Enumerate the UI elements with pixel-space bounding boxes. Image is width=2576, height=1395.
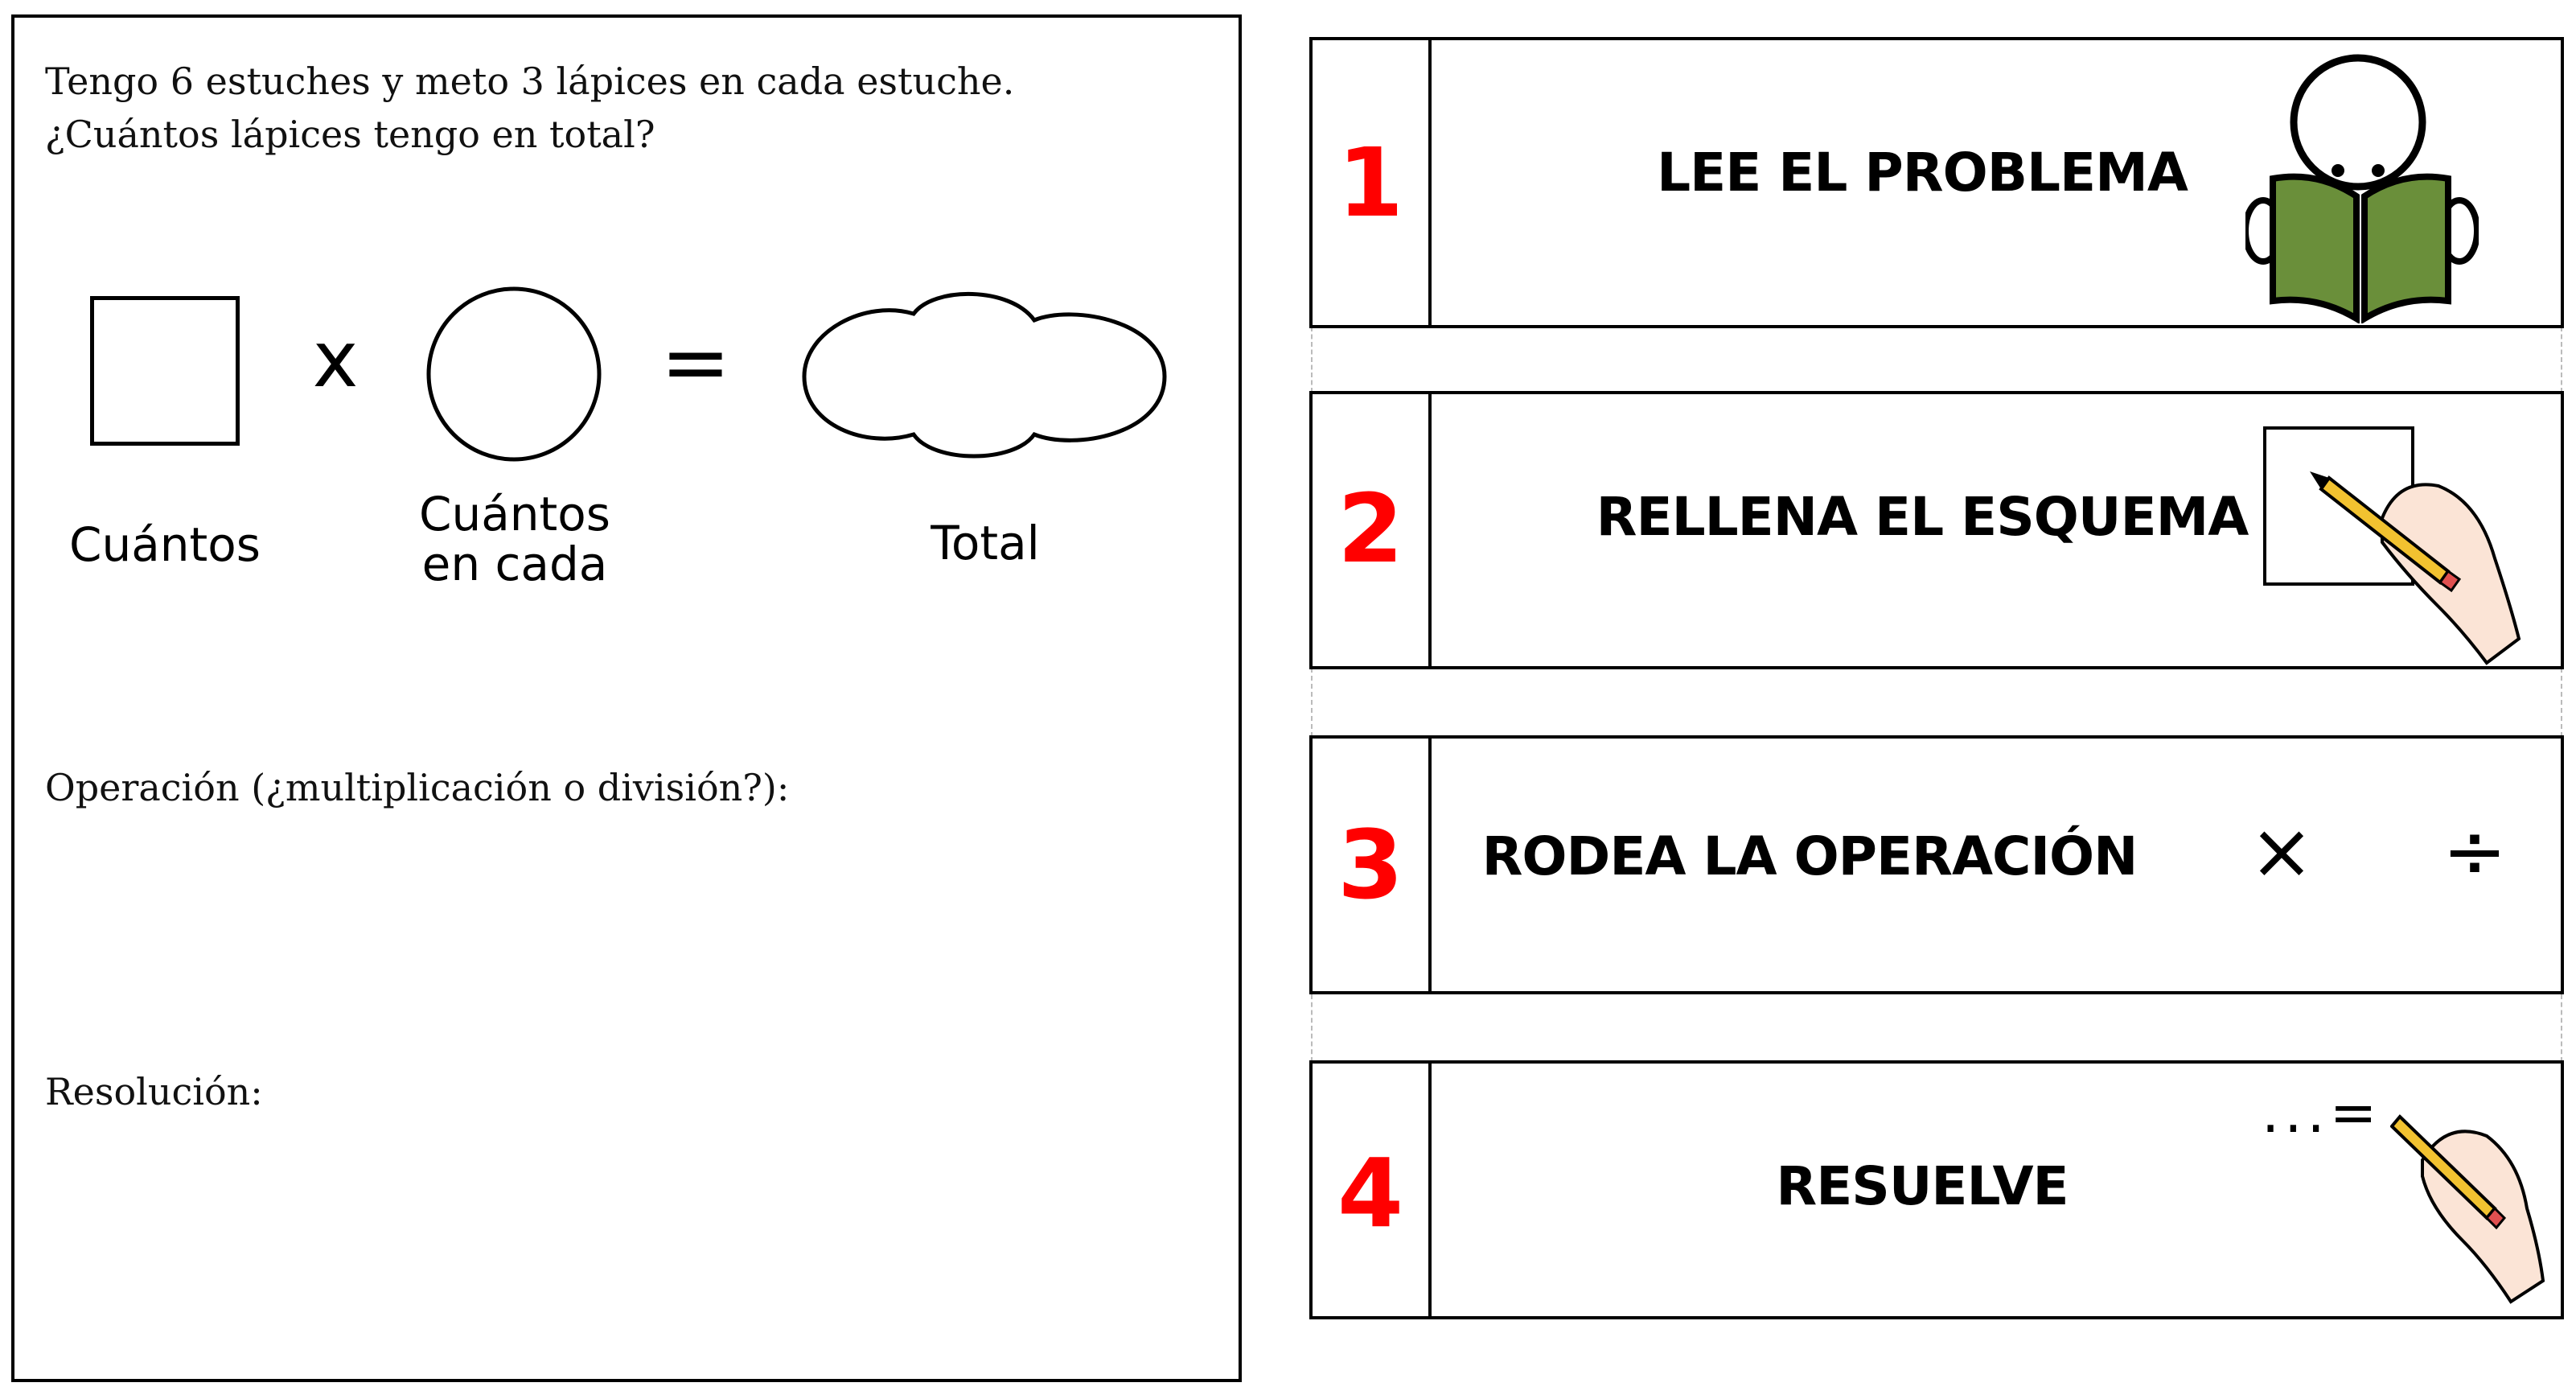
step-title: RESUELVE: [1776, 1155, 2069, 1217]
operation-label: Operación (¿multiplicación o división?):: [45, 766, 790, 809]
total-cloud[interactable]: [801, 282, 1171, 463]
label-how-many: Cuántos: [68, 517, 261, 572]
step-connector: [2561, 327, 2564, 393]
label-how-many-each: [386, 489, 643, 589]
step-card-2: [1309, 391, 2564, 669]
step-card-3: [1309, 735, 2564, 994]
label-how-many-each-line2: en cada: [421, 537, 608, 591]
step-connector: [1311, 327, 1314, 393]
step-card-1: [1309, 37, 2564, 328]
hand-writing-icon: [2262, 422, 2527, 669]
step-title: LEE EL PROBLEMA: [1657, 142, 2188, 204]
multiply-option[interactable]: ×: [2249, 806, 2315, 896]
step-title: RELLENA EL ESQUEMA: [1596, 486, 2249, 548]
step-connector: [2561, 994, 2564, 1062]
how-many-box[interactable]: [90, 296, 240, 446]
divide-option[interactable]: ÷: [2442, 806, 2508, 896]
step-title: RODEA LA OPERACIÓN: [1481, 825, 2138, 887]
worksheet-panel: [11, 14, 1242, 1382]
step-card-4: [1309, 1060, 2564, 1319]
label-how-many-each-line1: Cuántos: [418, 487, 610, 541]
equals-symbol: =: [660, 313, 731, 411]
resolution-label: Resolución:: [45, 1070, 263, 1113]
times-symbol: x: [312, 315, 359, 405]
step-connector: [2561, 668, 2564, 737]
step-number: 1: [1337, 127, 1404, 238]
problem-statement: Tengo 6 estuches y meto 3 lápices en cada estuche. ¿Cuántos lápices tengo en total?: [45, 60, 1015, 156]
hand-solving-icon: [2390, 1104, 2551, 1305]
reading-book-icon: [2245, 50, 2479, 323]
how-many-each-circle[interactable]: [421, 282, 606, 467]
formula-text: ...=: [2262, 1080, 2382, 1146]
step-number: 2: [1337, 473, 1404, 584]
step-connector: [1311, 994, 1314, 1062]
step-number: 3: [1337, 809, 1404, 920]
step-connector: [1311, 668, 1314, 737]
step-number: 4: [1337, 1138, 1404, 1249]
label-total: Total: [931, 516, 1040, 570]
